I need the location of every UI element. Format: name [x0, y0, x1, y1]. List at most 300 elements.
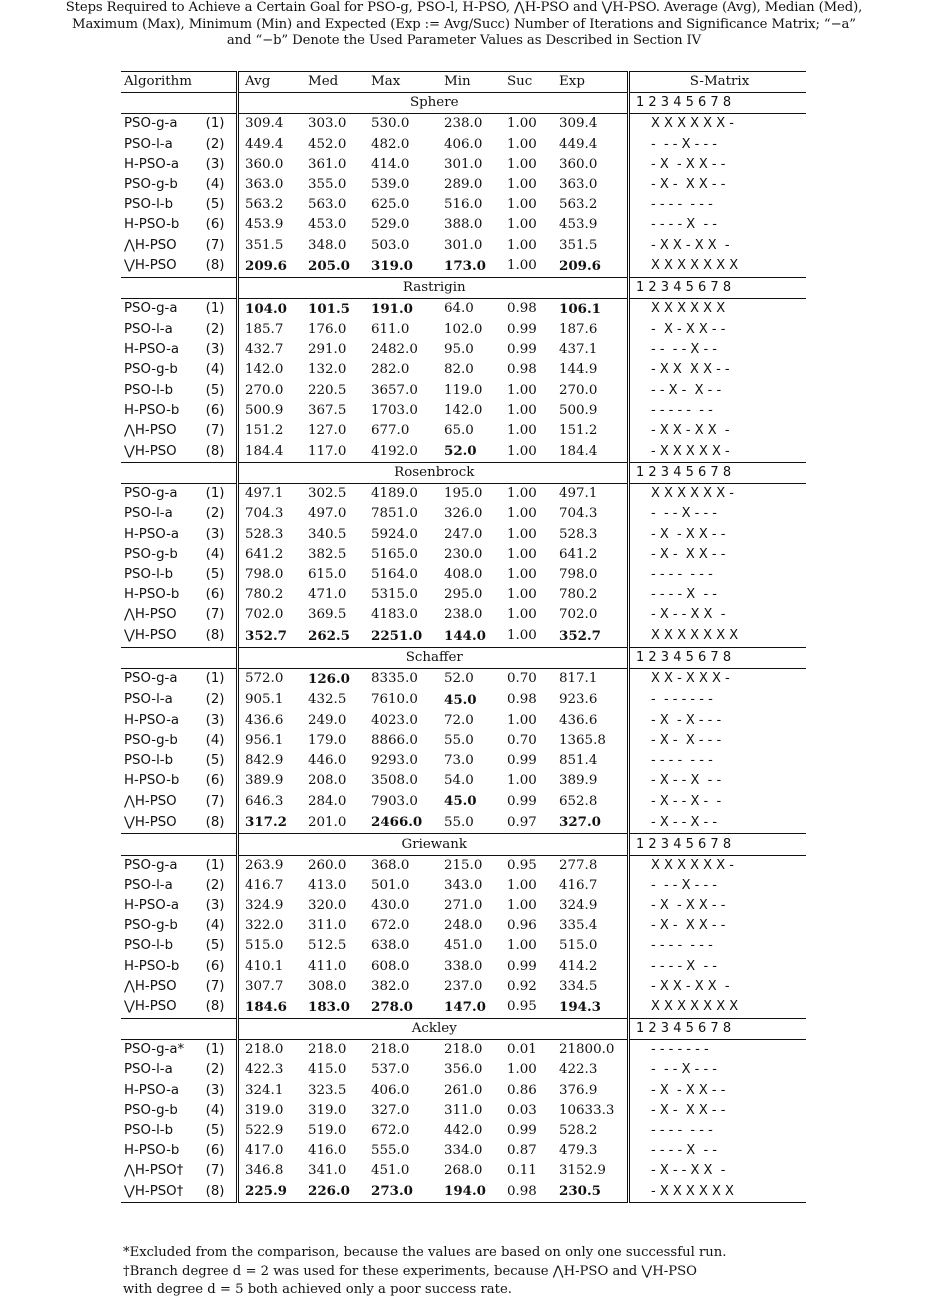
algorithm-cell	[121, 751, 237, 771]
smatrix-cell: - X - - X X -	[651, 1163, 726, 1179]
min-cell	[441, 957, 504, 977]
med-cell	[305, 1141, 368, 1161]
med-cell	[305, 812, 368, 834]
med-cell	[305, 298, 368, 320]
med-value: 361.0	[308, 156, 347, 172]
min-cell	[441, 916, 504, 936]
exp-value: 500.9	[559, 402, 598, 418]
algorithm-cell	[121, 114, 237, 135]
table-row	[121, 236, 806, 256]
table-row	[121, 1161, 806, 1181]
algorithm-name: PSO-g-b	[124, 732, 178, 748]
min-value: 82.0	[444, 362, 474, 378]
algorithm-index: (3)	[205, 526, 225, 542]
avg-value: 449.4	[245, 136, 284, 152]
min-cell	[441, 771, 504, 791]
max-cell	[368, 195, 441, 215]
exp-value: 151.2	[559, 422, 598, 438]
exp-value: 422.3	[559, 1062, 598, 1078]
avg-cell	[242, 1141, 305, 1161]
exp-value: 270.0	[559, 382, 598, 398]
max-cell	[368, 114, 441, 135]
min-cell	[441, 320, 504, 340]
algorithm-index: (5)	[205, 1122, 225, 1138]
avg-cell	[242, 215, 305, 235]
exp-value: 327.0	[559, 814, 601, 831]
col-header-exp: Exp	[556, 72, 628, 93]
avg-value: 780.2	[245, 587, 284, 603]
exp-cell	[556, 771, 628, 791]
algorithm-name: PSO-l-a	[124, 136, 173, 152]
table-row	[121, 896, 806, 916]
smatrix-cell: - - - - X - -	[651, 587, 717, 603]
max-value: 430.0	[371, 898, 410, 914]
med-cell	[305, 360, 368, 380]
smatrix-col-indices: 1 2 3 4 5 6 7 8	[633, 463, 806, 484]
suc-cell	[504, 977, 556, 997]
algorithm-name: ⋀H-PSO	[124, 422, 177, 438]
smatrix-cell: - X - - X - -	[651, 793, 722, 809]
exp-value: 334.5	[559, 978, 598, 994]
avg-value: 702.0	[245, 607, 284, 623]
algorithm-index: (4)	[205, 732, 225, 748]
avg-value: 184.6	[245, 998, 287, 1015]
exp-cell	[556, 1060, 628, 1080]
algorithm-name: H-PSO-a	[124, 898, 180, 914]
med-cell	[305, 380, 368, 400]
algorithm-cell	[121, 711, 237, 731]
min-cell	[441, 421, 504, 441]
suc-value: 1.00	[507, 486, 537, 502]
suc-value: 0.70	[507, 732, 537, 748]
algorithm-cell	[121, 876, 237, 896]
table-row	[121, 585, 806, 605]
suc-cell	[504, 812, 556, 834]
algorithm-cell	[121, 1101, 237, 1121]
algorithm-cell	[121, 1141, 237, 1161]
table-row	[121, 504, 806, 524]
col-header-avg: Avg	[242, 72, 305, 93]
exp-cell	[556, 565, 628, 585]
avg-cell	[242, 195, 305, 215]
exp-value: 437.1	[559, 342, 598, 358]
suc-value: 1.00	[507, 546, 537, 562]
min-value: 195.0	[444, 486, 483, 502]
min-cell	[441, 997, 504, 1019]
algorithm-name: PSO-g-b	[124, 1102, 178, 1118]
suc-value: 1.00	[507, 628, 537, 643]
exp-value: 209.6	[559, 257, 601, 274]
exp-cell	[556, 997, 628, 1019]
suc-cell	[504, 175, 556, 195]
suc-value: 1.00	[507, 217, 537, 233]
min-cell	[441, 215, 504, 235]
avg-value: 225.9	[245, 1183, 287, 1200]
algorithm-name: PSO-g-a	[124, 486, 178, 502]
avg-value: 104.0	[245, 300, 287, 317]
max-value: 4023.0	[371, 712, 418, 728]
suc-cell	[504, 1141, 556, 1161]
med-value: 284.0	[308, 793, 347, 809]
suc-cell	[504, 215, 556, 235]
max-value: 2251.0	[371, 627, 423, 644]
algorithm-name: ⋁H-PSO	[124, 443, 177, 459]
smatrix-cell: - X X X X - -	[651, 362, 730, 378]
suc-cell	[504, 791, 556, 812]
suc-cell	[504, 155, 556, 175]
algorithm-cell	[121, 997, 237, 1019]
min-value: 218.0	[444, 1042, 483, 1058]
suc-value: 1.00	[507, 422, 537, 438]
algorithm-index: (2)	[205, 692, 225, 708]
min-value: 142.0	[444, 402, 483, 418]
max-cell	[368, 1040, 441, 1061]
suc-cell	[504, 340, 556, 360]
algorithm-name: PSO-g-a	[124, 116, 178, 132]
exp-value: 817.1	[559, 671, 598, 687]
table-row	[121, 957, 806, 977]
algorithm-cell	[121, 441, 237, 463]
algorithm-name: ⋀H-PSO†	[124, 1163, 184, 1179]
min-cell	[441, 791, 504, 812]
min-cell	[441, 936, 504, 956]
algorithm-index: (6)	[205, 773, 225, 789]
max-value: 278.0	[371, 998, 413, 1015]
smatrix-cell: - X X - X X -	[651, 978, 730, 994]
med-value: 497.0	[308, 506, 347, 522]
avg-cell	[242, 751, 305, 771]
table-row	[121, 320, 806, 340]
smatrix-cell: - - - - X - -	[651, 1143, 717, 1159]
suc-cell	[504, 690, 556, 711]
exp-cell	[556, 155, 628, 175]
algorithm-index: (5)	[205, 382, 225, 398]
smatrix-cell: - X - X X - -	[651, 177, 726, 193]
footnotes	[123, 1244, 813, 1300]
max-cell	[368, 605, 441, 625]
exp-cell	[556, 401, 628, 421]
exp-cell	[556, 1081, 628, 1101]
exp-cell	[556, 256, 628, 278]
min-cell	[441, 668, 504, 690]
exp-value: 376.9	[559, 1082, 598, 1098]
algorithm-index: (1)	[205, 301, 225, 317]
exp-cell	[556, 380, 628, 400]
algorithm-index: (4)	[205, 918, 225, 934]
exp-value: 798.0	[559, 567, 598, 583]
exp-cell	[556, 605, 628, 625]
algorithm-cell	[121, 1181, 237, 1203]
suc-cell	[504, 668, 556, 690]
min-value: 215.0	[444, 857, 483, 873]
max-value: 191.0	[371, 300, 413, 317]
max-value: 482.0	[371, 136, 410, 152]
exp-cell	[556, 1121, 628, 1141]
algorithm-cell	[121, 771, 237, 791]
avg-cell	[242, 896, 305, 916]
algorithm-cell	[121, 320, 237, 340]
algorithm-index: (8)	[205, 999, 225, 1015]
med-value: 311.0	[308, 918, 347, 934]
min-value: 55.0	[444, 732, 474, 748]
algorithm-cell	[121, 585, 237, 605]
avg-cell	[242, 256, 305, 278]
avg-cell	[242, 668, 305, 690]
min-value: 65.0	[444, 422, 474, 438]
min-value: 194.0	[444, 1183, 486, 1200]
max-value: 8866.0	[371, 732, 418, 748]
smatrix-col-indices: 1 2 3 4 5 6 7 8	[633, 647, 806, 668]
max-cell	[368, 936, 441, 956]
max-value: 672.0	[371, 1122, 410, 1138]
caption-line: Maximum (Max), Minimum (Min) and Expected (Exp := Avg/Succ) Number of Iterations and Significance Matrix; “−a”	[72, 16, 856, 32]
max-value: 677.0	[371, 422, 410, 438]
exp-value: 277.8	[559, 857, 598, 873]
min-value: 247.0	[444, 526, 483, 542]
suc-cell	[504, 441, 556, 463]
min-value: 442.0	[444, 1122, 483, 1138]
table-row	[121, 668, 806, 690]
suc-value: 0.92	[507, 978, 537, 994]
suc-value: 1.00	[507, 116, 537, 132]
avg-value: 263.9	[245, 857, 284, 873]
suc-cell	[504, 401, 556, 421]
med-cell	[305, 320, 368, 340]
min-cell	[441, 751, 504, 771]
med-cell	[305, 936, 368, 956]
med-value: 340.5	[308, 526, 347, 542]
max-value: 638.0	[371, 938, 410, 954]
table-row	[121, 936, 806, 956]
avg-value: 389.9	[245, 773, 284, 789]
algorithm-cell	[121, 731, 237, 751]
min-cell	[441, 114, 504, 135]
table-row	[121, 997, 806, 1019]
section-header-row	[121, 1018, 806, 1039]
avg-cell	[242, 626, 305, 648]
med-value: 452.0	[308, 136, 347, 152]
function-name: Griewank	[242, 834, 628, 855]
max-value: 625.0	[371, 197, 410, 213]
med-value: 127.0	[308, 422, 347, 438]
exp-value: 528.3	[559, 526, 598, 542]
table-row	[121, 1101, 806, 1121]
max-cell	[368, 565, 441, 585]
algorithm-index: (6)	[205, 958, 225, 974]
exp-cell	[556, 791, 628, 812]
min-cell	[441, 896, 504, 916]
smatrix-cell: - - - - - - -	[651, 402, 713, 418]
avg-value: 572.0	[245, 671, 284, 687]
max-value: 5924.0	[371, 526, 418, 542]
suc-cell	[504, 876, 556, 896]
function-name: Sphere	[242, 93, 628, 114]
max-cell	[368, 626, 441, 648]
med-value: 126.0	[308, 670, 350, 687]
avg-cell	[242, 441, 305, 463]
table-row	[121, 360, 806, 380]
med-value: 291.0	[308, 342, 347, 358]
exp-value: 436.6	[559, 712, 598, 728]
algorithm-name: H-PSO-b	[124, 1143, 180, 1159]
max-cell	[368, 421, 441, 441]
med-cell	[305, 1101, 368, 1121]
smatrix-cell: - - - - X - -	[651, 958, 717, 974]
exp-value: 780.2	[559, 587, 598, 603]
algorithm-name: PSO-l-b	[124, 382, 174, 398]
table-row	[121, 626, 806, 648]
max-cell	[368, 1101, 441, 1121]
algorithm-name: ⋁H-PSO	[124, 814, 177, 830]
suc-value: 1.00	[507, 898, 537, 914]
avg-cell	[242, 380, 305, 400]
max-value: 1703.0	[371, 402, 418, 418]
smatrix-cell: - X X X X X X	[633, 1181, 806, 1203]
max-cell	[368, 155, 441, 175]
smatrix-cell: - X X - X X -	[651, 422, 730, 438]
algorithm-name: ⋁H-PSO	[124, 258, 177, 274]
algorithm-cell	[121, 215, 237, 235]
avg-cell	[242, 1121, 305, 1141]
avg-cell	[242, 525, 305, 545]
algorithm-index: (3)	[205, 712, 225, 728]
max-value: 273.0	[371, 1183, 413, 1200]
med-value: 615.0	[308, 567, 347, 583]
min-value: 301.0	[444, 156, 483, 172]
exp-value: 851.4	[559, 753, 598, 769]
med-value: 303.0	[308, 116, 347, 132]
header-row	[121, 72, 806, 93]
algorithm-cell	[121, 626, 237, 648]
min-cell	[441, 298, 504, 320]
exp-value: 335.4	[559, 918, 598, 934]
smatrix-cell: - X - X - - -	[651, 732, 722, 748]
max-value: 3657.0	[371, 382, 418, 398]
section-header-row	[121, 647, 806, 668]
max-cell	[368, 340, 441, 360]
min-cell	[441, 256, 504, 278]
table-row	[121, 565, 806, 585]
min-value: 408.0	[444, 567, 483, 583]
avg-value: 416.7	[245, 877, 284, 893]
min-value: 248.0	[444, 918, 483, 934]
min-cell	[441, 711, 504, 731]
algorithm-cell	[121, 936, 237, 956]
col-header-max: Max	[368, 72, 441, 93]
section-header-row	[121, 463, 806, 484]
algorithm-cell	[121, 360, 237, 380]
max-value: 9293.0	[371, 753, 418, 769]
min-cell	[441, 195, 504, 215]
table-row	[121, 1141, 806, 1161]
max-cell	[368, 916, 441, 936]
min-cell	[441, 626, 504, 648]
algorithm-name: ⋁H-PSO	[124, 628, 177, 643]
avg-value: 363.0	[245, 177, 284, 193]
table-row	[121, 195, 806, 215]
min-cell	[441, 441, 504, 463]
avg-cell	[242, 690, 305, 711]
suc-cell	[504, 195, 556, 215]
med-cell	[305, 997, 368, 1019]
max-cell	[368, 957, 441, 977]
min-cell	[441, 1081, 504, 1101]
smatrix-cell: - - - - X - -	[651, 217, 717, 233]
exp-cell	[556, 626, 628, 648]
suc-value: 0.96	[507, 918, 537, 934]
exp-value: 324.9	[559, 898, 598, 914]
exp-cell	[556, 957, 628, 977]
table-row	[121, 977, 806, 997]
smatrix-cell: - X - X X - -	[651, 1102, 726, 1118]
function-name: Schaffer	[242, 647, 628, 668]
table-row	[121, 711, 806, 731]
function-name: Ackley	[242, 1018, 628, 1039]
max-value: 503.0	[371, 237, 410, 253]
min-value: 338.0	[444, 958, 483, 974]
table-row	[121, 751, 806, 771]
med-cell	[305, 896, 368, 916]
col-header-min: Min	[441, 72, 504, 93]
exp-cell	[556, 320, 628, 340]
exp-cell	[556, 751, 628, 771]
algorithm-index: (1)	[205, 486, 225, 502]
med-value: 176.0	[308, 321, 347, 337]
max-cell	[368, 1181, 441, 1203]
max-value: 282.0	[371, 362, 410, 378]
smatrix-cell: X X X X X X -	[651, 857, 734, 873]
exp-value: 352.7	[559, 627, 601, 644]
med-value: 320.0	[308, 898, 347, 914]
exp-cell	[556, 585, 628, 605]
algorithm-name: ⋁H-PSO	[124, 999, 177, 1015]
exp-cell	[556, 545, 628, 565]
min-value: 451.0	[444, 938, 483, 954]
avg-cell	[242, 298, 305, 320]
suc-cell	[504, 1181, 556, 1203]
avg-value: 500.9	[245, 402, 284, 418]
med-cell	[305, 525, 368, 545]
smatrix-cell: X X X X X X X	[651, 628, 739, 643]
max-cell	[368, 791, 441, 812]
algorithm-name: H-PSO-b	[124, 958, 180, 974]
exp-cell	[556, 175, 628, 195]
max-value: 672.0	[371, 918, 410, 934]
footnote: with degree d = 5 both achieved only a poor success rate.	[123, 1282, 512, 1298]
exp-value: 704.3	[559, 506, 598, 522]
algorithm-name: ⋀H-PSO	[124, 793, 177, 809]
avg-cell	[242, 135, 305, 155]
algorithm-cell	[121, 1060, 237, 1080]
max-value: 2466.0	[371, 814, 423, 831]
algorithm-index: (8)	[205, 628, 225, 643]
algorithm-index: (4)	[205, 1102, 225, 1118]
algorithm-index: (8)	[205, 814, 225, 830]
exp-cell	[556, 896, 628, 916]
algorithm-index: (8)	[205, 258, 225, 274]
med-cell	[305, 711, 368, 731]
med-cell	[305, 256, 368, 278]
exp-cell	[556, 360, 628, 380]
smatrix-cell: - X X X X X -	[651, 443, 730, 459]
med-value: 446.0	[308, 753, 347, 769]
exp-value: 449.4	[559, 136, 598, 152]
min-cell	[441, 135, 504, 155]
algorithm-index: (8)	[205, 443, 225, 459]
exp-value: 641.2	[559, 546, 598, 562]
avg-cell	[242, 916, 305, 936]
algorithm-cell	[121, 175, 237, 195]
